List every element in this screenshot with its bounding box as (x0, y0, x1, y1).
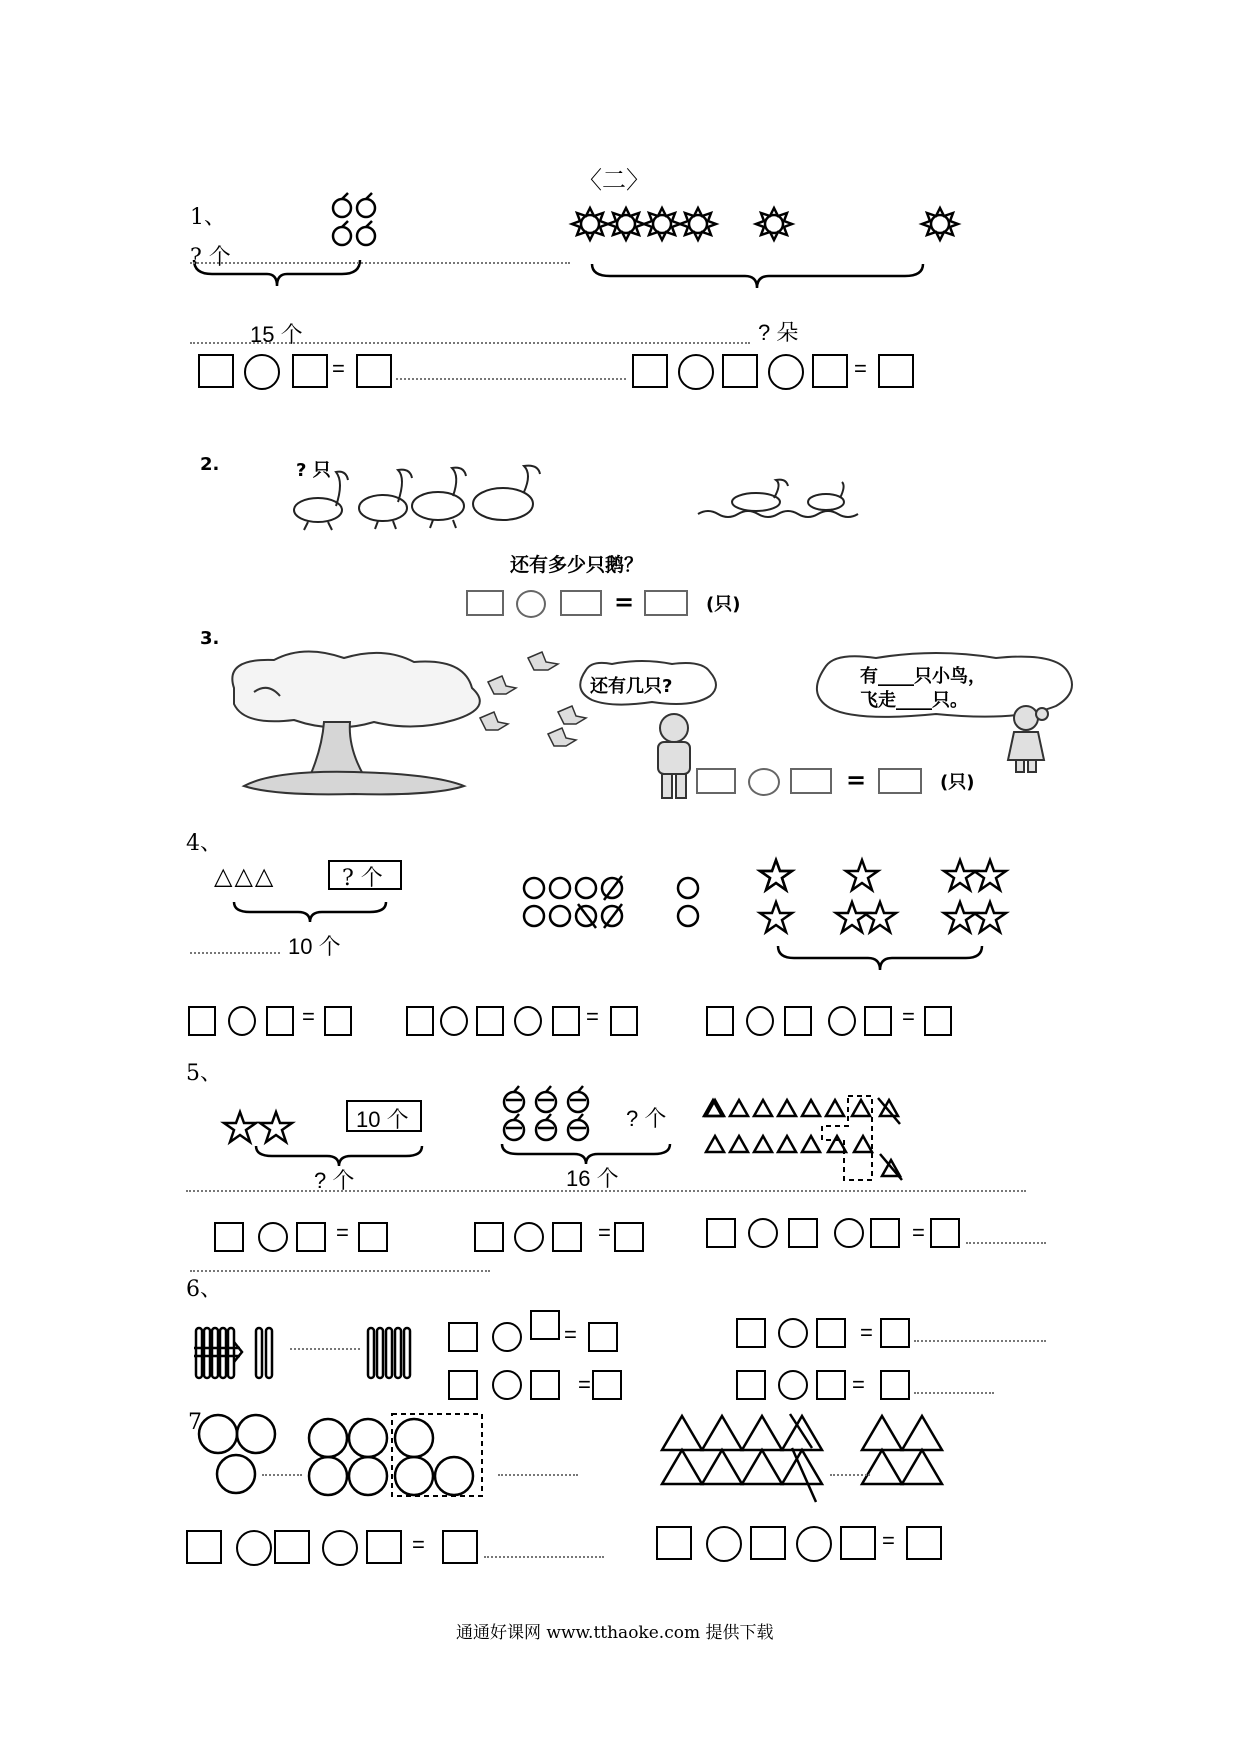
answer-box[interactable] (750, 1526, 786, 1560)
answer-box[interactable] (816, 1318, 846, 1348)
answer-box[interactable] (632, 354, 668, 388)
brace-icon (590, 262, 925, 290)
q3-number: 3. (200, 628, 220, 649)
answer-box[interactable] (880, 1370, 910, 1400)
apple-group-icon (500, 1084, 596, 1146)
operator-circle[interactable] (236, 1530, 272, 1566)
answer-box[interactable] (588, 1322, 618, 1352)
dotted-line (190, 1270, 490, 1272)
equals-sign: = (578, 1372, 591, 1397)
sticks-icon (366, 1324, 412, 1382)
q3-boy-bubble: 还有几只? (590, 676, 673, 697)
equals-sign: = (614, 588, 635, 616)
q1-right-label: ? 朵 (758, 320, 799, 345)
answer-box[interactable] (790, 768, 832, 794)
operator-circle[interactable] (678, 354, 714, 390)
sticks-bundle-icon (194, 1324, 284, 1382)
equals-sign: = (912, 1220, 925, 1245)
answer-box[interactable] (214, 1222, 244, 1252)
answer-box[interactable] (266, 1006, 294, 1036)
triangles-group-icon (660, 1414, 960, 1506)
brace-icon (776, 944, 986, 972)
answer-box[interactable] (610, 1006, 638, 1036)
operator-circle[interactable] (834, 1218, 864, 1248)
answer-box[interactable] (878, 768, 922, 794)
dotted-line (914, 1340, 1046, 1342)
answer-box[interactable] (448, 1322, 478, 1352)
operator-circle[interactable] (514, 1006, 542, 1036)
answer-box[interactable] (644, 590, 688, 616)
q1-left-total: 15 个 (250, 322, 303, 347)
answer-box[interactable] (530, 1370, 560, 1400)
circles-group-icon (522, 874, 702, 930)
answer-box[interactable] (812, 354, 848, 388)
equals-sign: = (860, 1320, 873, 1345)
answer-box[interactable] (840, 1526, 876, 1560)
stars-group-icon (224, 1110, 296, 1144)
answer-box[interactable] (356, 354, 392, 388)
dotted-line (190, 262, 570, 264)
answer-box[interactable] (906, 1526, 942, 1560)
dotted-line (190, 342, 750, 344)
q7-number: 7 (188, 1410, 202, 1435)
operator-circle[interactable] (778, 1370, 808, 1400)
answer-box[interactable] (274, 1530, 310, 1564)
operator-circle[interactable] (514, 1222, 544, 1252)
geese-group-icon (288, 462, 558, 532)
answer-box[interactable] (924, 1006, 952, 1036)
answer-box[interactable] (466, 590, 504, 616)
q3-girl-bubble-1: 有____只小鸟， (860, 666, 986, 687)
operator-circle[interactable] (768, 354, 804, 390)
circles-group-icon (196, 1412, 496, 1498)
q2-label: ? 只 (296, 460, 331, 481)
dotted-line (290, 1348, 360, 1350)
girl-icon (996, 704, 1056, 774)
operator-circle[interactable] (258, 1222, 288, 1252)
answer-box[interactable] (406, 1006, 434, 1036)
apple-group-icon (330, 192, 380, 250)
answer-box[interactable] (878, 354, 914, 388)
operator-circle[interactable] (796, 1526, 832, 1562)
q4-box-label: ? 个 (342, 866, 383, 891)
answer-box[interactable] (614, 1222, 644, 1252)
dotted-line (498, 1474, 578, 1476)
equals-sign: = (336, 1220, 349, 1245)
q5-left-label: ? 个 (314, 1168, 355, 1193)
q2-unit: (只) (706, 594, 741, 615)
q5-mid-label: ? 个 (626, 1106, 667, 1131)
q4-number: 4、 (186, 831, 222, 856)
answer-box[interactable] (788, 1218, 818, 1248)
answer-box[interactable] (448, 1370, 478, 1400)
equals-sign: = (854, 356, 867, 381)
q5-number: 5、 (186, 1061, 222, 1086)
q2-number: 2. (200, 454, 220, 475)
answer-box[interactable] (474, 1222, 504, 1252)
q3-unit: (只) (940, 772, 975, 793)
dotted-line (186, 1190, 1026, 1192)
answer-box[interactable] (442, 1530, 478, 1564)
answer-box[interactable] (784, 1006, 812, 1036)
boy-icon (646, 712, 702, 802)
q4-total: 10 个 (288, 934, 341, 959)
answer-box[interactable] (706, 1006, 734, 1036)
tree-icon (214, 648, 492, 796)
q5-box-label: 10 个 (356, 1107, 409, 1132)
answer-box[interactable] (366, 1530, 402, 1564)
equals-sign: = (332, 356, 345, 381)
brace-icon (232, 900, 388, 924)
answer-box[interactable] (560, 590, 602, 616)
dotted-line (262, 1474, 302, 1476)
answer-box[interactable] (358, 1222, 388, 1252)
dotted-line (190, 952, 280, 954)
q6-number: 6、 (186, 1277, 222, 1302)
answer-box[interactable] (292, 354, 328, 388)
answer-box[interactable] (722, 354, 758, 388)
answer-box[interactable] (696, 768, 736, 794)
q5-mid-total: 16 个 (566, 1166, 619, 1191)
q4-triangles: △△△ (214, 862, 276, 890)
flower-group-icon (572, 206, 952, 246)
answer-box[interactable] (816, 1370, 846, 1400)
triangles-group-icon (704, 1098, 944, 1194)
equals-sign: = (846, 766, 867, 794)
swimming-geese-icon (696, 478, 876, 526)
dotted-line (966, 1242, 1046, 1244)
operator-circle[interactable] (748, 1218, 778, 1248)
operator-circle[interactable] (492, 1322, 522, 1352)
operator-circle[interactable] (828, 1006, 856, 1036)
answer-box[interactable] (592, 1370, 622, 1400)
dotted-line (396, 378, 626, 380)
answer-box[interactable] (552, 1222, 582, 1252)
equals-sign: = (302, 1004, 315, 1029)
answer-box[interactable] (324, 1006, 352, 1036)
answer-box[interactable] (736, 1370, 766, 1400)
answer-box[interactable] (864, 1006, 892, 1036)
answer-box[interactable] (930, 1218, 960, 1248)
operator-circle[interactable] (228, 1006, 256, 1036)
answer-box[interactable] (706, 1218, 736, 1248)
operator-circle[interactable] (516, 590, 546, 618)
equals-sign: = (882, 1528, 895, 1553)
operator-circle[interactable] (706, 1526, 742, 1562)
answer-box[interactable] (198, 354, 234, 388)
answer-box[interactable] (870, 1218, 900, 1248)
q1-left-label: ? 个 (190, 245, 231, 270)
equals-sign: = (586, 1004, 599, 1029)
answer-box[interactable] (530, 1310, 560, 1340)
answer-box[interactable] (736, 1318, 766, 1348)
dotted-line (484, 1556, 604, 1558)
dotted-line (830, 1474, 870, 1476)
answer-box[interactable] (880, 1318, 910, 1348)
page-footer: 通通好课网 www.tthaoke.com 提供下载 (456, 1623, 774, 1643)
answer-box[interactable] (296, 1222, 326, 1252)
equals-sign: = (902, 1004, 915, 1029)
q2-question: 还有多少只鹅？ (510, 554, 644, 576)
operator-circle[interactable] (322, 1530, 358, 1566)
operator-circle[interactable] (244, 354, 280, 390)
equals-sign: = (564, 1322, 577, 1347)
answer-box[interactable] (552, 1006, 580, 1036)
equals-sign: = (852, 1372, 865, 1397)
operator-circle[interactable] (746, 1006, 774, 1036)
operator-circle[interactable] (778, 1318, 808, 1348)
q3-girl-bubble-2: 飞走____只。 (860, 690, 968, 711)
page-title: 〈二〉 (578, 166, 650, 194)
operator-circle[interactable] (440, 1006, 468, 1036)
dotted-line (914, 1392, 994, 1394)
operator-circle[interactable] (748, 768, 780, 796)
q1-number: 1、 (190, 205, 226, 230)
answer-box[interactable] (476, 1006, 504, 1036)
operator-circle[interactable] (492, 1370, 522, 1400)
stars-group-icon (760, 858, 1010, 938)
answer-box[interactable] (656, 1526, 692, 1560)
answer-box[interactable] (186, 1530, 222, 1564)
equals-sign: = (412, 1532, 425, 1557)
answer-box[interactable] (188, 1006, 216, 1036)
equals-sign: = (598, 1220, 611, 1245)
